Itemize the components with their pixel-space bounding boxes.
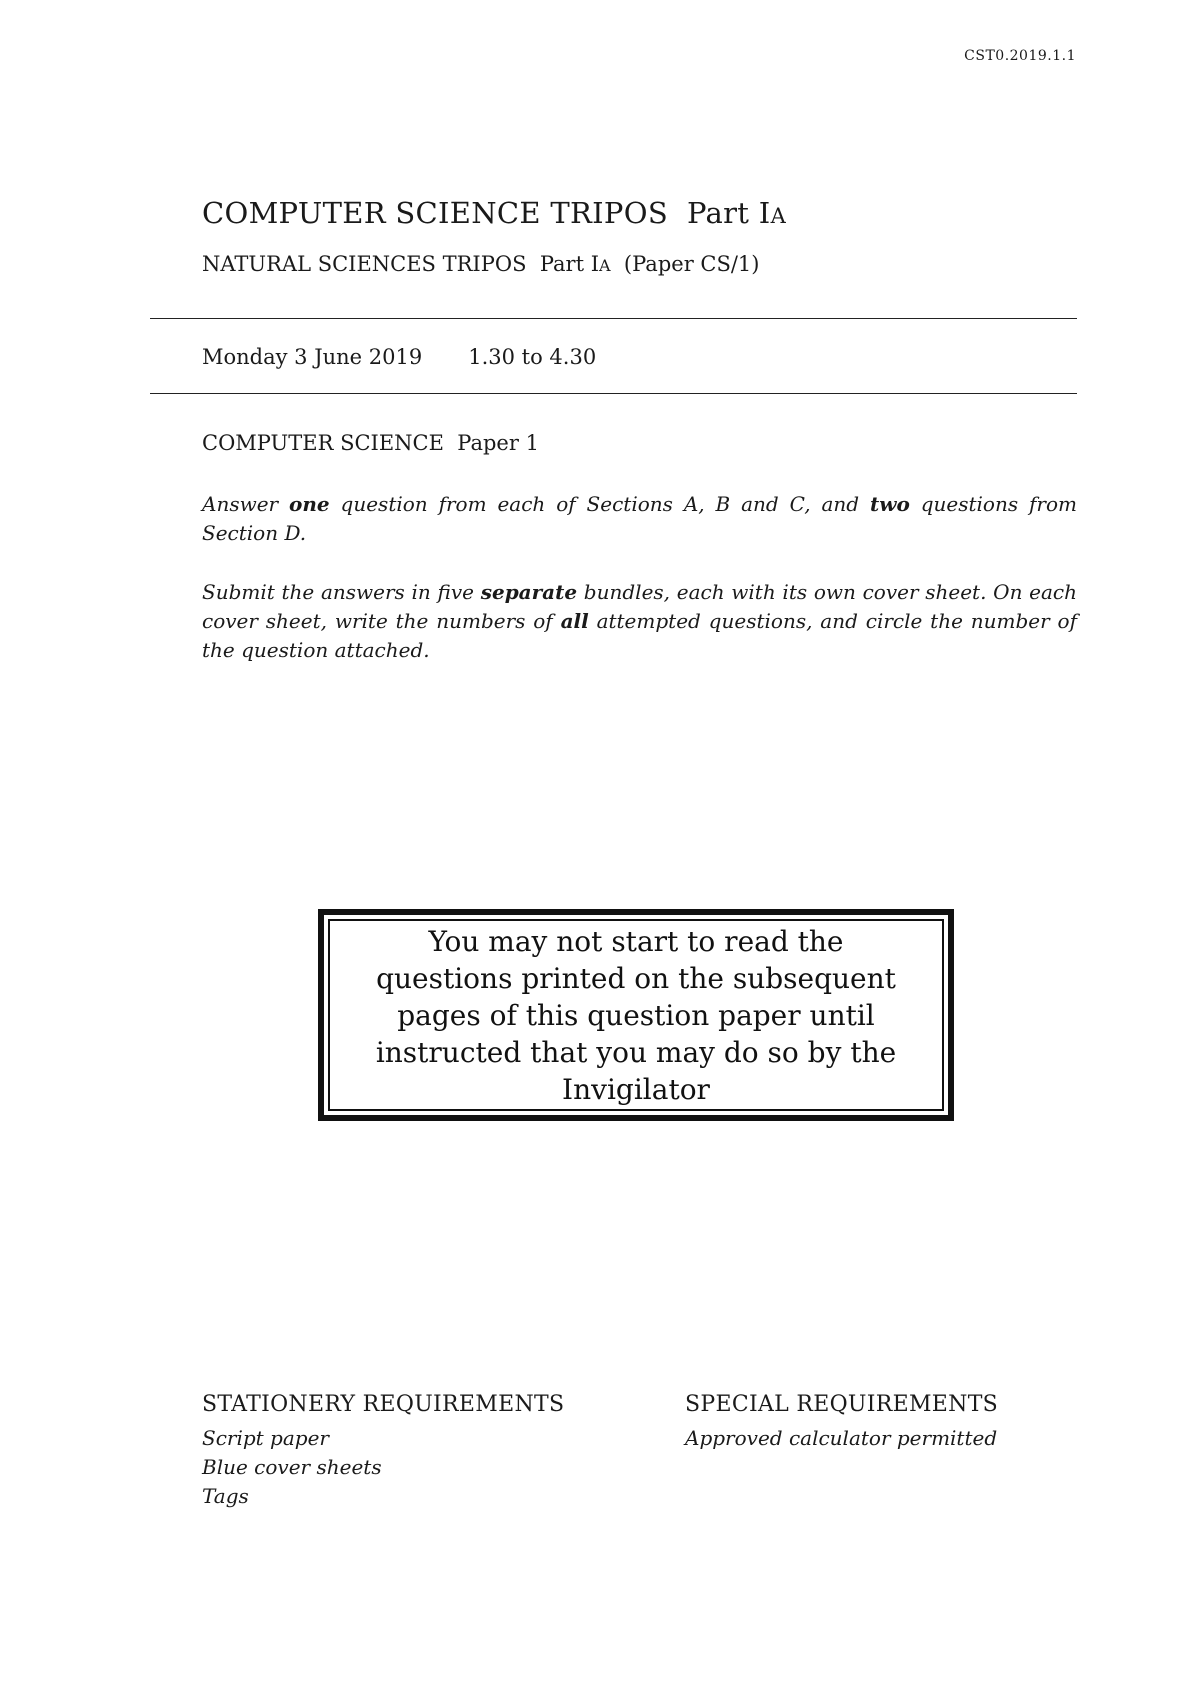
instr2-c: bundles, each with its own cover sheet. On each cover sheet, write the numbers of <box>202 580 1077 633</box>
instr2-d: all <box>560 609 589 633</box>
tripos-title <box>202 196 786 230</box>
paper-code: CST0.2019.1.1 <box>964 48 1076 64</box>
tripos-subtitle-part: Part <box>539 252 585 276</box>
stationery-item: Script paper <box>202 1426 329 1450</box>
tripos-title-main: COMPUTER SCIENCE TRIPOS <box>202 196 668 230</box>
instr1-c: question from each of Sections A, B and C, and <box>329 492 871 516</box>
tripos-subtitle-part-letter: A <box>599 256 611 275</box>
instr2-b: separate <box>480 580 578 604</box>
stationery-item: Blue cover sheets <box>202 1455 382 1479</box>
stationery-heading: STATIONERY REQUIREMENTS <box>202 1392 565 1417</box>
instr1-d: two <box>870 492 910 516</box>
invigilator-notice-text: You may not start to read the questions printed on the subsequent pages of this question paper until instructed that you may do so by the Invigilator <box>375 924 897 1106</box>
answer-instructions <box>202 490 1077 548</box>
stationery-item: Tags <box>202 1484 249 1508</box>
exam-date: Monday 3 June 2019 <box>202 345 423 369</box>
tripos-subtitle-main: NATURAL SCIENCES TRIPOS <box>202 252 527 276</box>
bottom-rule <box>150 393 1077 394</box>
tripos-title-part-num: I <box>758 196 771 230</box>
special-list <box>685 1424 997 1453</box>
invigilator-notice-box <box>318 909 954 1121</box>
tripos-subtitle-paper: (Paper CS/1) <box>623 252 760 276</box>
paper-heading <box>202 431 539 455</box>
tripos-title-part: Part <box>687 196 750 230</box>
exam-time: 1.30 to 4.30 <box>468 345 597 369</box>
special-heading: SPECIAL REQUIREMENTS <box>685 1392 999 1417</box>
tripos-title-part-letter: A <box>770 204 787 228</box>
top-rule <box>150 318 1077 319</box>
special-item: Approved calculator permitted <box>685 1426 998 1450</box>
instr2-a: Submit the answers in five <box>202 580 481 604</box>
instr1-b: one <box>289 492 330 516</box>
tripos-subtitle-part-num: I <box>590 252 599 276</box>
instr2-e: attempted questions, and circle the number of the question attached. <box>202 609 1077 662</box>
invigilator-notice-inner <box>328 919 944 1111</box>
exam-session <box>202 345 596 369</box>
tripos-subtitle <box>202 252 760 276</box>
instr1-e: questions from Section D. <box>202 492 1077 545</box>
paper-subject: COMPUTER SCIENCE <box>202 431 444 455</box>
instr1-a: Answer <box>202 492 290 516</box>
stationery-list <box>202 1424 382 1511</box>
paper-number: Paper 1 <box>457 431 539 455</box>
submit-instructions <box>202 578 1077 665</box>
